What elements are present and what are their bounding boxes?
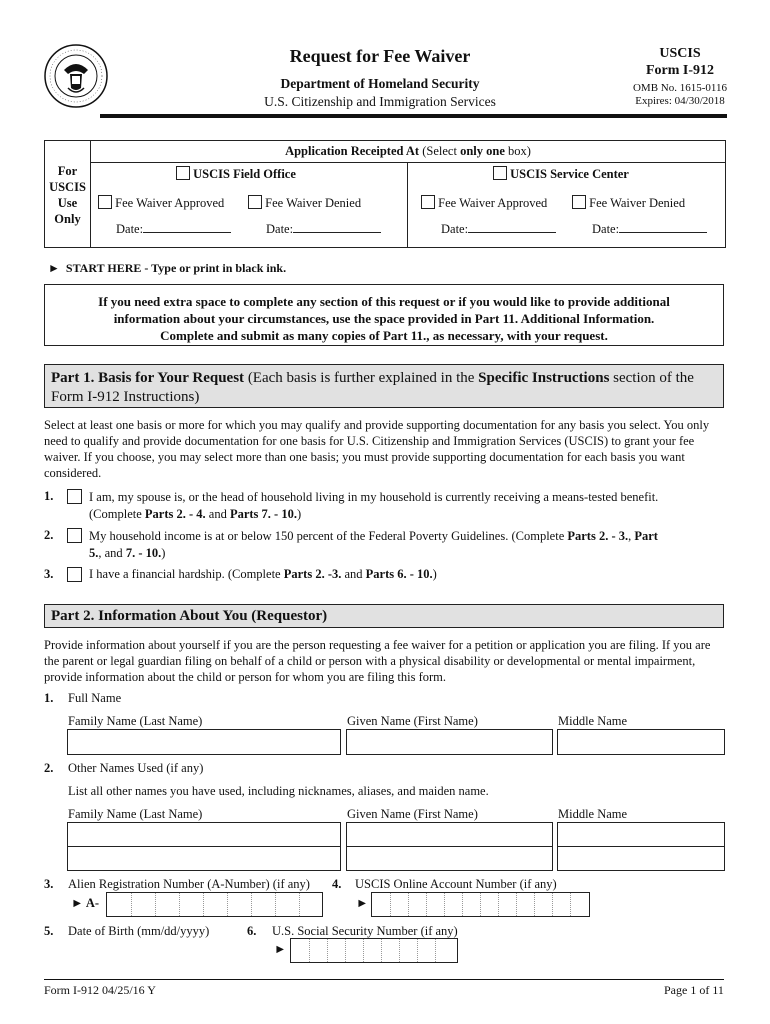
arrow-right-icon: ►: [71, 896, 84, 910]
uscis-label: USCIS: [659, 46, 701, 61]
q2-given-name-input-2[interactable]: [346, 846, 553, 871]
footer-page-number: Page 1 of 11: [664, 983, 724, 997]
q3-label: Alien Registration Number (A-Number) (if any): [68, 877, 310, 891]
basis-fragment: and: [341, 567, 366, 581]
basis-fragment: and: [205, 507, 230, 521]
q2-number: 2.: [44, 761, 54, 775]
basis-fragment: ): [432, 567, 437, 581]
basis-2-number: 2.: [44, 528, 54, 542]
arrow-right-icon: ►: [356, 896, 369, 910]
basis-fragment-bold: Part: [634, 529, 658, 543]
q6-arrow: [274, 942, 286, 957]
fo-denied-checkbox[interactable]: [248, 195, 262, 209]
q5-number: 5.: [44, 924, 54, 938]
part2-title: Part 2. Information About You (Requestor): [51, 608, 328, 624]
service-center-label: USCIS Service Center: [510, 167, 629, 181]
intro-line: need to qualify and provide documentation for one basis for U.S. Citizenship and Immigration Services (USCIS) to grant your fee: [44, 434, 695, 448]
q3-number: 3.: [44, 877, 54, 891]
basis-2-text: [89, 528, 658, 562]
q2-family-name-input[interactable]: [67, 822, 341, 847]
q5-label: Date of Birth (mm/dd/yyyy): [68, 924, 210, 938]
q4-arrow: [356, 896, 368, 911]
service-center-checkbox[interactable]: [493, 166, 507, 180]
fo-denied-option[interactable]: [248, 195, 361, 211]
basis-fragment-bold: Parts 2. - 3.: [567, 529, 629, 543]
basis-fragment-bold: Parts 2. - 4.: [144, 507, 206, 521]
side-label-line: USCIS: [49, 180, 86, 194]
basis-fragment: My household income is at or below 150 percent of the Federal Poverty Guidelines. (Complete: [89, 529, 568, 543]
date-of-birth-input[interactable]: [67, 938, 229, 963]
date-label: Date:: [441, 222, 469, 236]
receipted-heading: [91, 141, 725, 163]
q1-given-label: Given Name (First Name): [347, 714, 478, 728]
basis-fragment-bold: Parts 7. - 10.: [229, 507, 297, 521]
part1-subtitle: Form I-912 Instructions): [51, 389, 200, 405]
q2-family-name-input-2[interactable]: [67, 846, 341, 871]
basis-fragment: (Complete: [89, 507, 145, 521]
basis-fragment: , and: [98, 546, 126, 560]
basis-3-checkbox[interactable]: [67, 567, 82, 582]
q2-given-label: Given Name (First Name): [347, 807, 478, 821]
basis-3-text: [89, 567, 437, 582]
date-label: Date:: [592, 222, 620, 236]
part1-subtitle: (Each basis is further explained in the: [244, 370, 479, 386]
footer-form-id: Form I-912 04/25/16 Y: [44, 983, 156, 997]
intro-line: provide information about the child or person for whom you are filing this form.: [44, 670, 446, 684]
sc-approved-label: Fee Waiver Approved: [438, 196, 548, 210]
side-label-line: Use: [57, 196, 78, 210]
basis-fragment-bold: Parts 6. - 10.: [365, 567, 433, 581]
field-office-label: USCIS Field Office: [193, 167, 296, 181]
for-uscis-use-only: [45, 141, 91, 247]
omb-number: OMB No. 1615-0116: [632, 82, 727, 94]
sc-denied-checkbox[interactable]: [572, 195, 586, 209]
start-here: [48, 261, 286, 276]
basis-fragment: ): [296, 507, 302, 521]
q1-number: 1.: [44, 691, 54, 705]
fo-approved-option[interactable]: [98, 195, 224, 211]
part1-intro: [44, 417, 734, 481]
q1-family-name-input[interactable]: [67, 729, 341, 755]
q2-middle-label: Middle Name: [558, 807, 628, 821]
sc-denied-date[interactable]: [592, 222, 707, 237]
office-divider: [407, 162, 408, 247]
part1-title: Part 1. Basis for Your Request: [51, 370, 245, 386]
intro-line: Provide information about yourself if you are the person requesting a fee waiver for a petition or application you are filing. If you are: [44, 638, 711, 652]
fo-denied-label: Fee Waiver Denied: [265, 196, 362, 210]
basis-3-number: 3.: [44, 567, 54, 581]
part1-subtitle-bold: Specific Instructions: [478, 370, 610, 386]
q2-label: Other Names Used (if any): [68, 761, 204, 775]
uscis-online-account-input[interactable]: [371, 892, 590, 917]
arrow-right-icon: ►: [48, 261, 60, 275]
heading-note-bold: only one: [460, 144, 505, 158]
q6-label: U.S. Social Security Number (if any): [272, 924, 458, 938]
department-name: Department of Homeland Security: [280, 76, 480, 91]
basis-fragment-bold: 7. - 10.: [125, 546, 162, 560]
notice-line: information about your circumstances, use the space provided in Part 11. Additional Information.: [113, 311, 655, 326]
arrow-right-icon: ►: [274, 942, 287, 956]
footer-rule: [44, 979, 724, 980]
q6-number: 6.: [247, 924, 257, 938]
notice-line: Complete and submit as many copies of Part 11., as necessary, with your request.: [160, 328, 608, 343]
basis-fragment-bold: Parts 2. -3.: [283, 567, 342, 581]
heading-plain: Application Receipted At: [285, 144, 420, 158]
start-here-text: START HERE - Type or print in black ink.: [65, 261, 287, 275]
service-center-option[interactable]: [493, 166, 629, 182]
expiration-date: Expires: 04/30/2018: [635, 95, 725, 107]
basis-1-checkbox[interactable]: [67, 489, 82, 504]
agency-name: U.S. Citizenship and Immigration Services: [264, 94, 496, 109]
part2-header: [44, 604, 724, 628]
intro-line: waiver. If you choose, you may select more than one basis; you must provide supporting documentation for each basis you want: [44, 450, 685, 464]
sc-denied-label: Fee Waiver Denied: [589, 196, 686, 210]
sc-approved-date[interactable]: [441, 222, 556, 237]
sc-approved-option[interactable]: [421, 195, 547, 211]
date-label: Date:: [116, 222, 144, 236]
a-prefix-text: A-: [85, 896, 100, 910]
a-number-prefix: [71, 896, 99, 911]
fo-denied-date[interactable]: [266, 222, 381, 237]
part2-intro: [44, 637, 734, 685]
form-title: Request for Fee Waiver: [289, 46, 471, 66]
q1-middle-name-input[interactable]: [557, 729, 725, 755]
basis-line: [89, 545, 658, 562]
ssn-input[interactable]: [290, 938, 458, 963]
fo-approved-label: Fee Waiver Approved: [115, 196, 225, 210]
q2-note: List all other names you have used, including nicknames, aliases, and maiden name.: [68, 784, 489, 798]
heading-note: (Select: [422, 144, 461, 158]
q4-label: USCIS Online Account Number (if any): [355, 877, 557, 891]
field-office-checkbox[interactable]: [176, 166, 190, 180]
q2-middle-name-input[interactable]: [557, 822, 725, 847]
fo-approved-checkbox[interactable]: [98, 195, 112, 209]
q2-middle-name-input-2[interactable]: [557, 846, 725, 871]
intro-line: Select at least one basis or more for which you may qualify and provide supporting documentation for any basis you select. You only: [44, 418, 710, 432]
basis-line: [89, 506, 658, 523]
notice-line: If you need extra space to complete any section of this request or if you would like to provide additional: [98, 294, 670, 309]
part1-header: [44, 364, 724, 408]
extra-space-notice: [44, 284, 724, 346]
intro-line: considered.: [44, 466, 102, 480]
basis-fragment: ,: [628, 529, 635, 543]
sc-approved-checkbox[interactable]: [421, 195, 435, 209]
dhs-seal: [44, 44, 108, 108]
basis-fragment-bold: 5.: [89, 546, 99, 560]
basis-1-text: [89, 489, 658, 523]
basis-line: [89, 528, 658, 545]
sc-denied-option[interactable]: [572, 195, 685, 211]
q1-given-name-input[interactable]: [346, 729, 553, 755]
basis-1-number: 1.: [44, 489, 54, 503]
q1-middle-label: Middle Name: [558, 714, 628, 728]
basis-2-checkbox[interactable]: [67, 528, 82, 543]
uscis-use-box: [44, 140, 726, 248]
form-number: Form I-912: [645, 63, 715, 78]
part1-subtitle: section of the: [609, 370, 694, 386]
q1-family-label: Family Name (Last Name): [68, 714, 203, 728]
intro-line: the parent or legal guardian filing on behalf of a child or person with a physical disability or developmental or mental impairment,: [44, 654, 696, 668]
q2-given-name-input[interactable]: [346, 822, 553, 847]
q4-number: 4.: [332, 877, 342, 891]
side-label-line: Only: [54, 212, 81, 226]
basis-fragment: I have a financial hardship. (Complete: [89, 567, 284, 581]
q2-family-label: Family Name (Last Name): [68, 807, 203, 821]
date-label: Date:: [266, 222, 294, 236]
side-label-line: For: [57, 164, 78, 178]
basis-fragment: ): [161, 546, 166, 560]
a-number-input[interactable]: [106, 892, 323, 917]
basis-line: I am, my spouse is, or the head of household living in my household is currently receiving a means-tested benefit.: [89, 490, 659, 504]
header-rule: [100, 114, 727, 118]
fo-approved-date[interactable]: [116, 222, 231, 237]
q1-label: Full Name: [68, 691, 122, 705]
heading-note: box): [504, 144, 531, 158]
field-office-option[interactable]: [176, 166, 296, 182]
